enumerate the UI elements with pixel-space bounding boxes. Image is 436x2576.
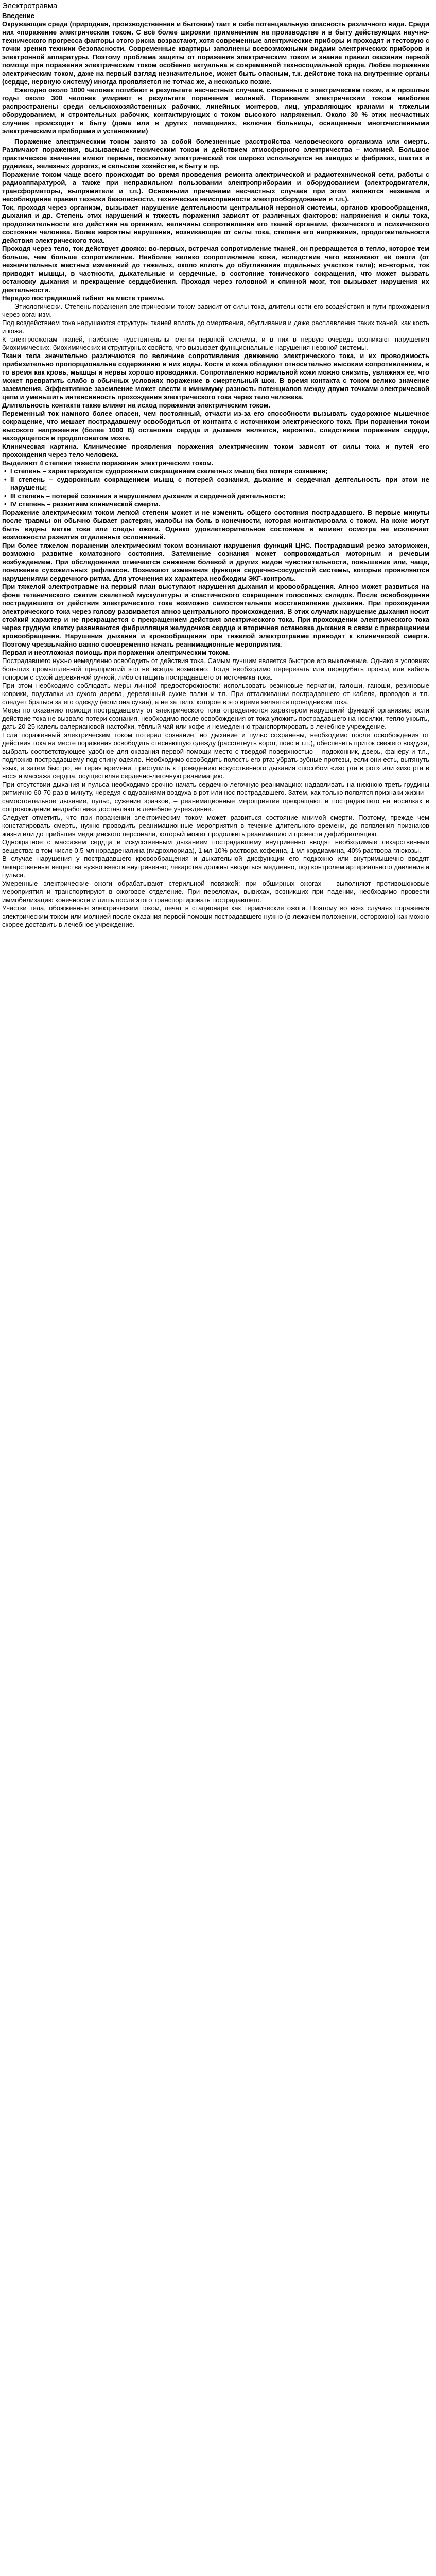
paragraph: Меры по оказанию помощи пострадавшему от электрического тока определяются характером нарушений функций организма: если действие тока не вызвало потери сознания, необходимо после освобождения от тока уложить пострадавшего на носилки, тепло укрыть, дать 20-25 капель валериановой настойки, тёплый чай или кофе и немедленно транспортировать в лечебное учреждение. — [2, 706, 430, 731]
severity-degree-item: • I степень – характеризуется судорожным сокращением скелетных мышц без потери сознания; — [2, 467, 429, 476]
paragraph: При отсутствии дыхания и пульса необходимо срочно начать сердечно-легочную реанимацию: надавливать на нижнюю треть грудины ритмично 60-70 раз в минуту, чередуя с вдуваниями воздуха в рот или нос пострадавшего. Затем, как только появятся признаки жизни – самостоятельное дыхание, пульс, сужение зрачков, – реанимационные мероприятия прекращают и пострадавшего на носилках в сопровождении медработника доставляют в лечебное учреждение. — [2, 781, 429, 813]
paragraph: Проходя через тело, ток действует двояко: во-первых, встречая сопротивление тканей, он превращается в тепло, которое тем больше, чем больше сопротивление. Наиболее велико сопротивление кожи, вследствие чего возникают её ожоги (от незначительных местных изменений до тяжелых, около вплоть до обугливания отдельных участков тела); во-вторых, ток приводит мышцы, в частности, дыхательные и сердечные, в состояние тонического сокращения, что может вызвать остановку дыхания и прекращение сердцебиения. Проходя через головной и спинной мозг, ток вызывает нарушения их деятельности. — [2, 245, 429, 294]
severity-degree-item: • II степень – судорожным сокращением мышц с потерей сознания, дыхание и сердечная деятельность при этом не нарушены; — [2, 476, 429, 492]
paragraph: Ток, проходя через организм, вызывает нарушение деятельности центральной нервной системы, органов кровообращения, дыхания и др. Степень этих нарушений и тяжесть поражения зависят от различных факторов: напряжения и силы тока, продолжительности его действия на организм, величины сопротивления его тканей органами, физического и психического состояния человека. Более вероятны нарушения, возникающие от силы тока, степени его напряжения, продолжительности действия электрического тока. — [2, 204, 429, 244]
document-body-part-1 — [2, 12, 429, 467]
paragraph: Ткани тела значительно различаются по величине сопротивления движению электрического тока, и их проводимость прибизительно пропорциональна содержанию в них воды. Кости и кожа обладают относительно высоким сопротивлением, в то время как кровь, мышцы и нервы хорошо проводники. Сопротивлению нормальной кожи можно снизить, увлажняя ее, что может превратить слабо в обычных условиях поражение в смертельный шок. В время контакта с током великo значение заземления. Эффективное заземление может свести к минимуму разность потенциалов между двумя точками электрической цепи и уменьшить интенсивность прохождения электрического тока через тело человека. — [2, 352, 429, 401]
paragraph: Переменный ток намного более опасен, чем постоянный, отчасти из-за его способности вызывать судорожное мышечное сокращение, что мешает пострадавшему освободиться от контакта с источником электрического тока. При поражении током высокого напряжения (более 1000 В) остановка сердца и дыхания является, вероятно, следствием поражения сердца, находящегося в продолговатом мозге. — [2, 410, 429, 442]
paragraph: Поражение электрическим током легкой степени может и не изменить общего состояния пострадавшего. В первые минуты после травмы он обычно бывает растерян, жалобы на боль в конечности, которая контактировала с током. На коже могут быть видны метки тока или следы ожога. Однако удовлетворительное состояние в момент осмотра не исключает возможности развития отдаленных осложнений. — [2, 509, 429, 541]
paragraph: При более тяжелом поражении электрическим током возникают нарушения функций ЦНС. Пострадавший резко заторможен, возможно развитие коматозного состояния. Затемнение сознания может сопровождаться моторным и речевым возбуждением. При обследовании отмечается снижение болевой и других видов чувствительности, повышение или, чаще, понижение сухожильных рефлексов. Возникают изменения функции сердечно-сосудистой системы, которые проявляются нарушениями сердечного ритма. Для уточнения их характера необходим ЭКГ-контроль. — [2, 541, 429, 582]
paragraph: Клиническая картина. Клинические проявления поражения электрическим током зависят от силы тока и путей его прохождения через тело человека. — [2, 443, 429, 459]
paragraph: Под воздействием тока нарушаются структуры тканей вплоть до омертвения, обугливания и даже расплавления таких тканей, как кость и кожа. — [2, 319, 429, 335]
page-title: Электротравма — [2, 2, 58, 10]
paragraph: В случае нарушения у пострадавшего кровообращения и дыхательной дисфункции его подкожно или внутримышечно вводят лекарственные вещества нужно ввести внутривенно; лекарства должны вводиться медленно, под контролем артериального давления и пульса. — [2, 855, 429, 879]
paragraph: Первая и неотложная помощь при поражении электрическим током. — [2, 649, 230, 656]
severity-degree-item: • III степень – потерей сознания и нарушением дыхания и сердечной деятельности; — [2, 492, 429, 500]
paragraph: При этом необходимо соблюдать меры личной предосторожности: использовать резиновые перчатки, галоши, ганоши, резиновые коврики, подставки из сухого дерева, деревянный сухие палки и т.п. При отталкивании пострадавшего от кабеля, проводов и т.п. следует браться за его одежду (если она сухая), а не за тело, которое в это время является проводником тока. — [2, 682, 429, 706]
document-body-part-2 — [2, 509, 429, 929]
paragraph: Однократное с массажем сердца и искусственным дыханием пострадавшему внутривенно вводят необходимые лекарственные вещества: в том числе 0,5 мл норадреналина (гидрохлорида), 1 мл 10% раствора кофеина, 1 мл кордиамина, 40% раствора глюкозы. — [2, 838, 429, 854]
paragraph: Участки тела, обожженные электрическим током, лечат в стационаре как термические ожоги. Поэтому во всех случаях поражения электрическим током или молнией после оказания первой помощи пострадавшего нужно (в лежачем положении, осторожно) как можно скорее доставить в лечебное учреждение. — [2, 904, 429, 928]
paragraph: Поражение электрическим током занято за собой болезненные расстройства человеческого организма или смерть. Различают поражения, вызываемые техническим током и действием атмосферного электричества – молнией. Большое практическое значение имеют первые, поскольку электрический ток широко используется на заводах и фабриках, шахтах и рудниках, железных дорогах, в сельском хозяйстве, в быту и пр. — [2, 138, 429, 170]
severity-degree-list — [2, 467, 429, 509]
paragraph: Выделяют 4 степени тяжести поражения электрическим током. — [2, 459, 214, 467]
paragraph: Следует отметить, что при поражении электрическим током может развиться состояние мнимой смерти. Поэтому, прежде чем констатировать смерть, нужно проводить реанимационные мероприятия в течение длительного времени, до появления признаков жизни или до прибытия медицинского персонала, который может продолжить реанимацию и провести дефибрилляцию. — [2, 814, 429, 838]
paragraph: Введение — [2, 12, 34, 20]
paragraph: К электроожогам тканей, наиболее чувствительны клетки нервной системы, и в них в первую очередь возникают нарушения биохимических, биохимических и структурных свойств, что вызывает функциональные нарушения нервной системы. — [2, 335, 429, 351]
paragraph: Поражение током чаще всего происходит во время проведения ремонта электрической и радиотехнической сети, работы с радиоаппаратурой, а также при неправильном пользовании электроприборами и оборудованием (электродвигатели, трансформаторы, выпрямители и т.п.). Основными причинами несчастных случаев при этом являются незнание и несоблюдение правил техники безопасности, технические неисправности электрооборудования и т.п.). — [2, 171, 429, 203]
severity-degree-item: • IV степень – развитием клинической смерти. — [2, 500, 429, 509]
paragraph: Окружающая среда (природная, производственная и бытовая) таит в себе потенциальную опасность различного вида. Среди них «поражение электрическим током. С всё более широким применением на производстве и в быту действующих научно-технического прогресса факторы этого риска возрастают, хотя современные электрические приборы и проходят и тестовую с точки зрения техники безопасности. Современные квартиры заполнены всевозможными видами электрических приборов и электронной аппаратуры. Поэтому проблема защиты от поражения электрическим током и знание правил оказания первой помощи при поражении электрическим током особенно актуальна в современной техносоциальной среде. Любое поражение электрическим током, даже на первый взгляд незначительное, может быть опасным, т.к. действие тока на внутренние органы (сердце, нервную систему) иногда проявляется не тотчас же, а несколько позже. — [2, 20, 429, 86]
paragraph: Умеренные электрические ожоги обрабатывают стерильной повязкой; при обширных ожогах – выполняют противошоковые мероприятия и транспортируют в ожоговое отделение. При переломах, вывихах, возникших при падении, необходимо провести иммобилизацию конечности и лишь после этого транспортировать пострадавшего. — [2, 879, 429, 904]
paragraph: Если пораженный электрическим током потерял сознание, но дыхание и пульс сохранены, необходимо после освобождения от действия тока на месте поражения освободить стесняющую одежду (расстегнуть ворот, пояс и т.п.), обеспечить приток свежего воздуха, выбрать соответствующее удобное для оказания первой помощи место с твердой поверхностью – подоконник, дверь, фанеру и т.п., подложив пострадавшему под спину одеяло. Необходимо освободить полость его рта: убрать зубные протезы, если они есть, вытянуть язык, а затем быстро, не теряя времени, приступить к проведению искусственного дыхания способом «изо рта в рот» или «изо рта в нос» и массажа сердца, осуществляя сердечно-легочную реанимацию. — [2, 731, 429, 780]
paragraph: Нередко пострадавший гибнет на месте травмы. — [2, 294, 165, 302]
document — [0, 0, 431, 934]
paragraph: Этиологически. Степень поражения электрическим током зависит от силы тока, длительности его воздействия и пути прохождения через организм. — [2, 302, 429, 318]
paragraph: Длительность контакта также влияет на исход поражения электрическим током. — [2, 401, 270, 409]
paragraph: При тяжелой электротравме на первый план выступают нарушения дыхания и кровообращения. Апноэ может развиться на фоне тетанического сжатия скелетной мускулатуры и спастического сокращения голосовых складок. После освобождения пострадавшего от действия электрического тока возможно самостоятельное восстановление дыхания. При прохождении электрического тока через голову развивается апноэ центрального происхождения. В этих случаях нарушение дыхания носит стойкий характер и не прекращается с прекращением действия электрического тока. При прохождении электрического тока через грудную клетку развиваются фибрилляция желудочков сердца и вторичная остановка дыхания в связи с прекращением кровообращения. Нарушения дыхания и кровообращения при тяжелой электротравме приводят к клинической смерти. Поэтому чрезвычайно важно своевременно начать реанимационные мероприятия. — [2, 583, 429, 648]
paragraph: Пострадавшего нужно немедленно освободить от действия тока. Самым лучшим является быстрое его выключение. Однако в условиях больших промышленной предприятий это не всегда возможно. Тогда необходимо перерезать или перерубить провод или кабель топором с сухой деревянной ручкой, либо оттащить пострадавшего от источника тока. — [2, 657, 429, 681]
paragraph: Ежегодно около 1000 человек погибают в результате несчастных случаев, связанных с электрическим током, а в прошлые годы около 300 человек умирают в результате поражения молнией. Поражения электрическим током наиболее распространены среди сельскохозяйственных рабочих, линейных монтеров, лиц, управляющих кранами и тяжелым оборудованием, и строительных рабочих, контактирующих с током высокого напряжения. Около 30 % этих несчастных случаев происходят в быту (дома или в других помещениях, включая больницы, оснащенные многочисленными электрическими приборами и установками) — [2, 86, 429, 135]
